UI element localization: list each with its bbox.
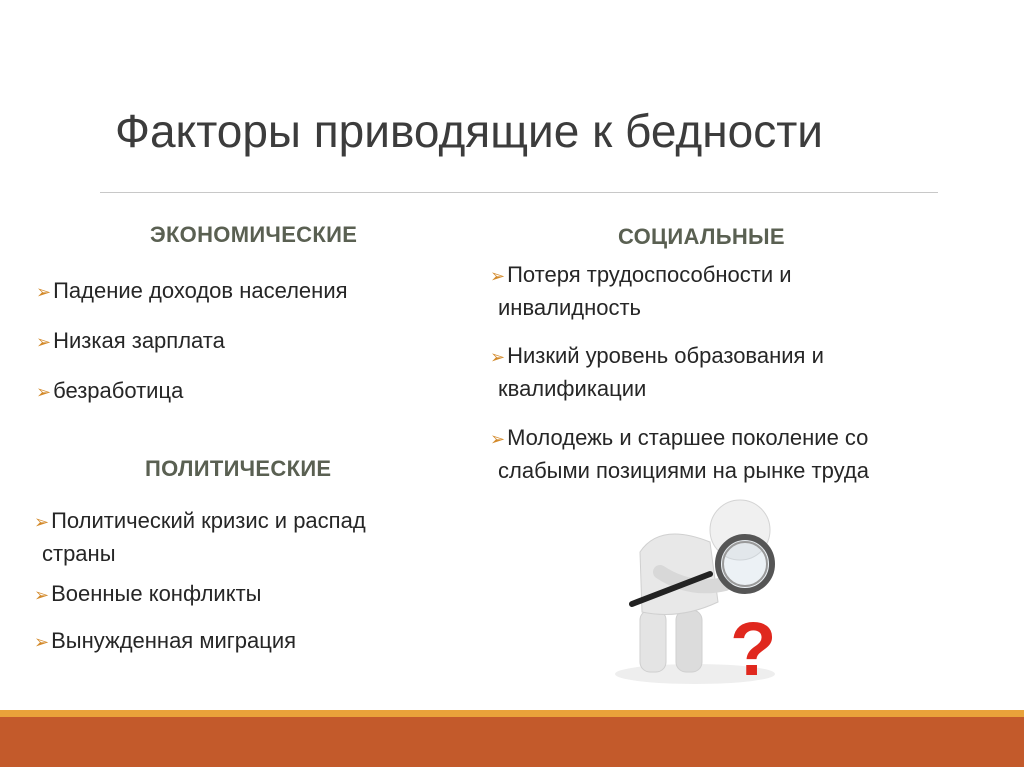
economic-item (36, 325, 225, 358)
social-item (490, 259, 792, 324)
arrow-bullet-icon: ➢ (34, 632, 50, 652)
economic-item-text: Низкая зарплата (53, 328, 225, 353)
political-item (34, 625, 296, 658)
social-item-text: квалификации (498, 376, 647, 401)
political-item-text: Военные конфликты (51, 581, 262, 606)
arrow-bullet-icon: ➢ (36, 382, 52, 402)
social-item-text: Молодежь и старшее поколение со (507, 425, 869, 450)
arrow-bullet-icon: ➢ (34, 512, 50, 532)
economic-item-text: Падение доходов населения (53, 278, 348, 303)
slide-title: Факторы приводящие к бедности (115, 105, 823, 157)
title-divider (100, 192, 938, 193)
economic-item (36, 375, 183, 408)
political-item-text: Политический кризис и распад (51, 508, 366, 533)
social-item-text: инвалидность (498, 295, 641, 320)
social-heading: СОЦИАЛЬНЫЕ (618, 224, 785, 249)
political-item (34, 578, 261, 611)
economic-heading: ЭКОНОМИЧЕСКИЕ (150, 222, 358, 247)
question-mark-icon: ? (730, 607, 777, 692)
arrow-bullet-icon: ➢ (36, 332, 52, 352)
political-heading: ПОЛИТИЧЕСКИЕ (145, 456, 332, 481)
social-item (490, 422, 869, 487)
economic-item-text: безработица (53, 378, 184, 403)
footer-accent-bar (0, 710, 1024, 717)
arrow-bullet-icon: ➢ (490, 266, 506, 286)
social-item-text: Низкий уровень образования и (507, 343, 824, 368)
economic-item (36, 275, 348, 308)
social-item (490, 340, 824, 405)
political-item-text: страны (42, 541, 116, 566)
social-item-text: Потеря трудоспособности и (507, 262, 792, 287)
social-item-text: слабыми позициями на рынке труда (498, 458, 869, 483)
arrow-bullet-icon: ➢ (490, 429, 506, 449)
arrow-bullet-icon: ➢ (34, 585, 50, 605)
political-item (34, 505, 366, 570)
magnifier-person-question-icon (600, 492, 800, 692)
arrow-bullet-icon: ➢ (490, 347, 506, 367)
arrow-bullet-icon: ➢ (36, 282, 52, 302)
footer-bar (0, 717, 1024, 767)
political-item-text: Вынужденная миграция (51, 628, 297, 653)
